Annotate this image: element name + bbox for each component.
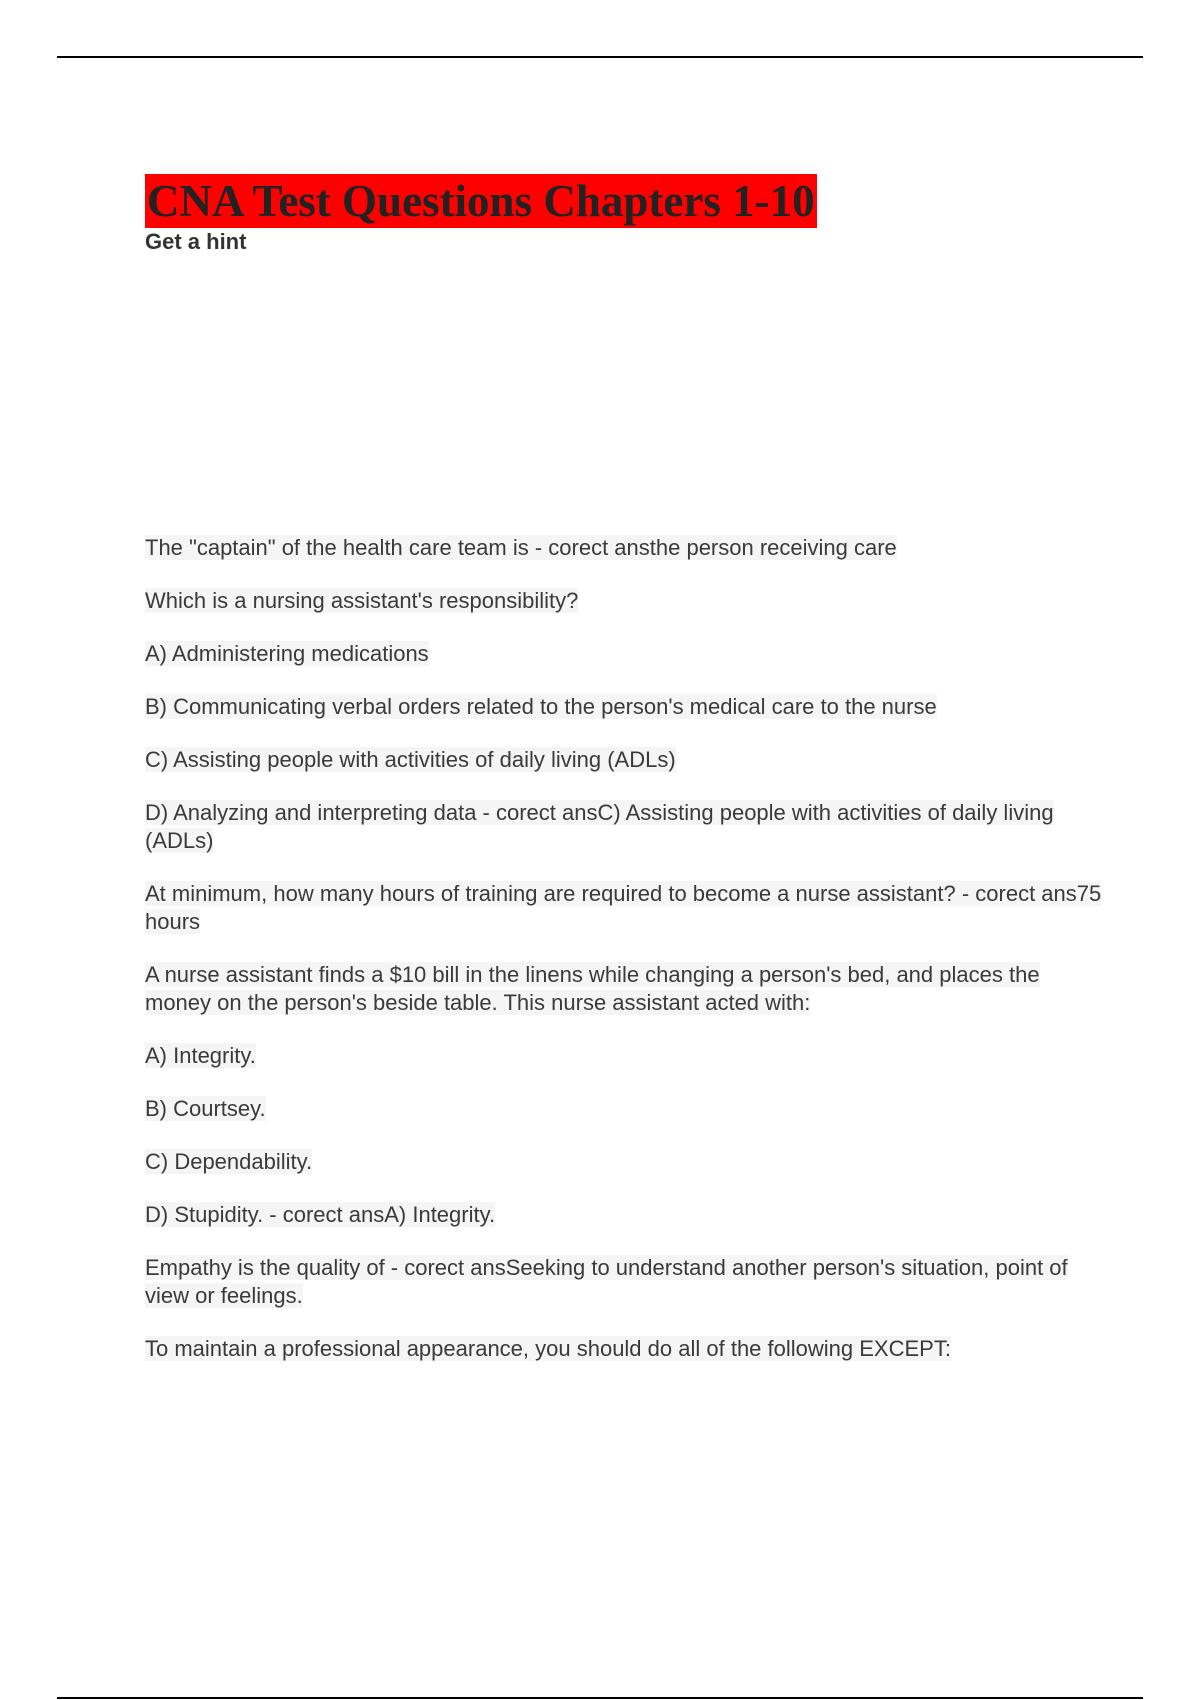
paragraph bbox=[145, 1335, 1105, 1363]
paragraph bbox=[145, 799, 1105, 855]
paragraph bbox=[145, 640, 1105, 668]
paragraph bbox=[145, 1042, 1105, 1070]
page-title: CNA Test Questions Chapters 1-10 bbox=[147, 176, 815, 226]
paragraph-text: Empathy is the quality of - corect ansSeeking to understand another person's situation, point of view or feelings. bbox=[145, 1255, 1068, 1308]
paragraph bbox=[145, 693, 1105, 721]
paragraph-text: At minimum, how many hours of training are required to become a nurse assistant? - corect ans75 hours bbox=[145, 881, 1102, 934]
paragraph bbox=[145, 746, 1105, 774]
paragraph-text: The "captain" of the health care team is - corect ansthe person receiving care bbox=[145, 535, 897, 560]
paragraph bbox=[145, 880, 1105, 936]
paragraph bbox=[145, 534, 1105, 562]
paragraph-text: A) Integrity. bbox=[145, 1043, 256, 1068]
question-list bbox=[145, 534, 1105, 1388]
paragraph-text: To maintain a professional appearance, you should do all of the following EXCEPT: bbox=[145, 1336, 951, 1361]
paragraph bbox=[145, 961, 1105, 1017]
document-header bbox=[145, 174, 1105, 256]
paragraph-text: B) Communicating verbal orders related to the person's medical care to the nurse bbox=[145, 694, 937, 719]
header-rule bbox=[57, 56, 1143, 58]
paragraph-text: D) Stupidity. - corect ansA) Integrity. bbox=[145, 1202, 496, 1227]
paragraph-text: B) Courtsey. bbox=[145, 1096, 266, 1121]
paragraph-text: A nurse assistant finds a $10 bill in the linens while changing a person's bed, and places the money on the person's beside table. This nurse assistant acted with: bbox=[145, 962, 1040, 1015]
paragraph-text: D) Analyzing and interpreting data - corect ansC) Assisting people with activities of daily living (ADLs) bbox=[145, 800, 1054, 853]
paragraph-text: C) Dependability. bbox=[145, 1149, 313, 1174]
paragraph bbox=[145, 1148, 1105, 1176]
footer-rule bbox=[57, 1697, 1143, 1699]
paragraph bbox=[145, 1095, 1105, 1123]
hint-link[interactable]: Get a hint bbox=[145, 229, 247, 254]
paragraph-text: C) Assisting people with activities of daily living (ADLs) bbox=[145, 747, 676, 772]
paragraph bbox=[145, 587, 1105, 615]
paragraph-text: A) Administering medications bbox=[145, 641, 429, 666]
paragraph-text: Which is a nursing assistant's responsibility? bbox=[145, 588, 579, 613]
paragraph bbox=[145, 1201, 1105, 1229]
paragraph bbox=[145, 1254, 1105, 1310]
